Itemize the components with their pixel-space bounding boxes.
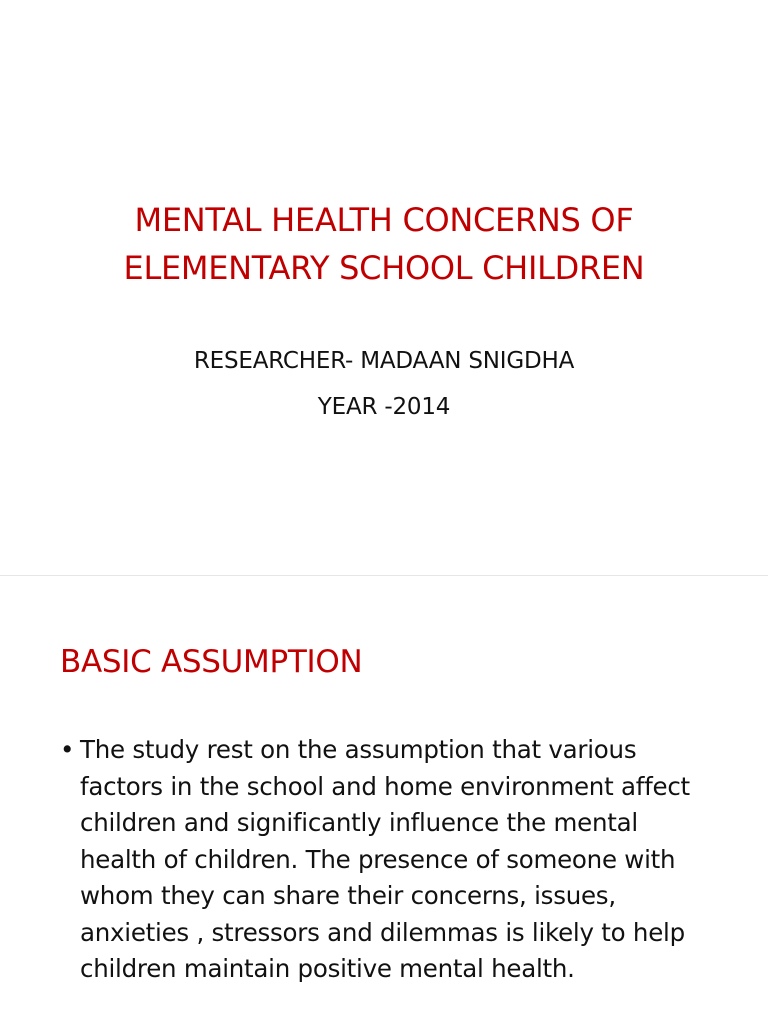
bullet-text: The study rest on the assumption that various factors in the school and home environment affect children and significantly influence the mental health of children. The presence of someone with whom they can share their concerns, issues, anxieties , stressors and dilemmas is likely to help children maintain positive mental health.	[80, 735, 690, 983]
bullet-list	[60, 732, 720, 988]
title-line-1: MENTAL HEALTH CONCERNS OF	[134, 201, 634, 239]
section-heading: BASIC ASSUMPTION	[60, 644, 363, 680]
bullet-marker: •	[60, 735, 75, 764]
researcher-label: RESEARCHER- MADAAN SNIGDHA	[193, 348, 575, 374]
slide-title	[60, 196, 708, 292]
title-line-2: ELEMENTARY SCHOOL CHILDREN	[123, 249, 645, 287]
content-slide	[0, 576, 768, 1024]
year-label: YEAR -2014	[317, 394, 451, 420]
bullet-item	[60, 732, 720, 988]
